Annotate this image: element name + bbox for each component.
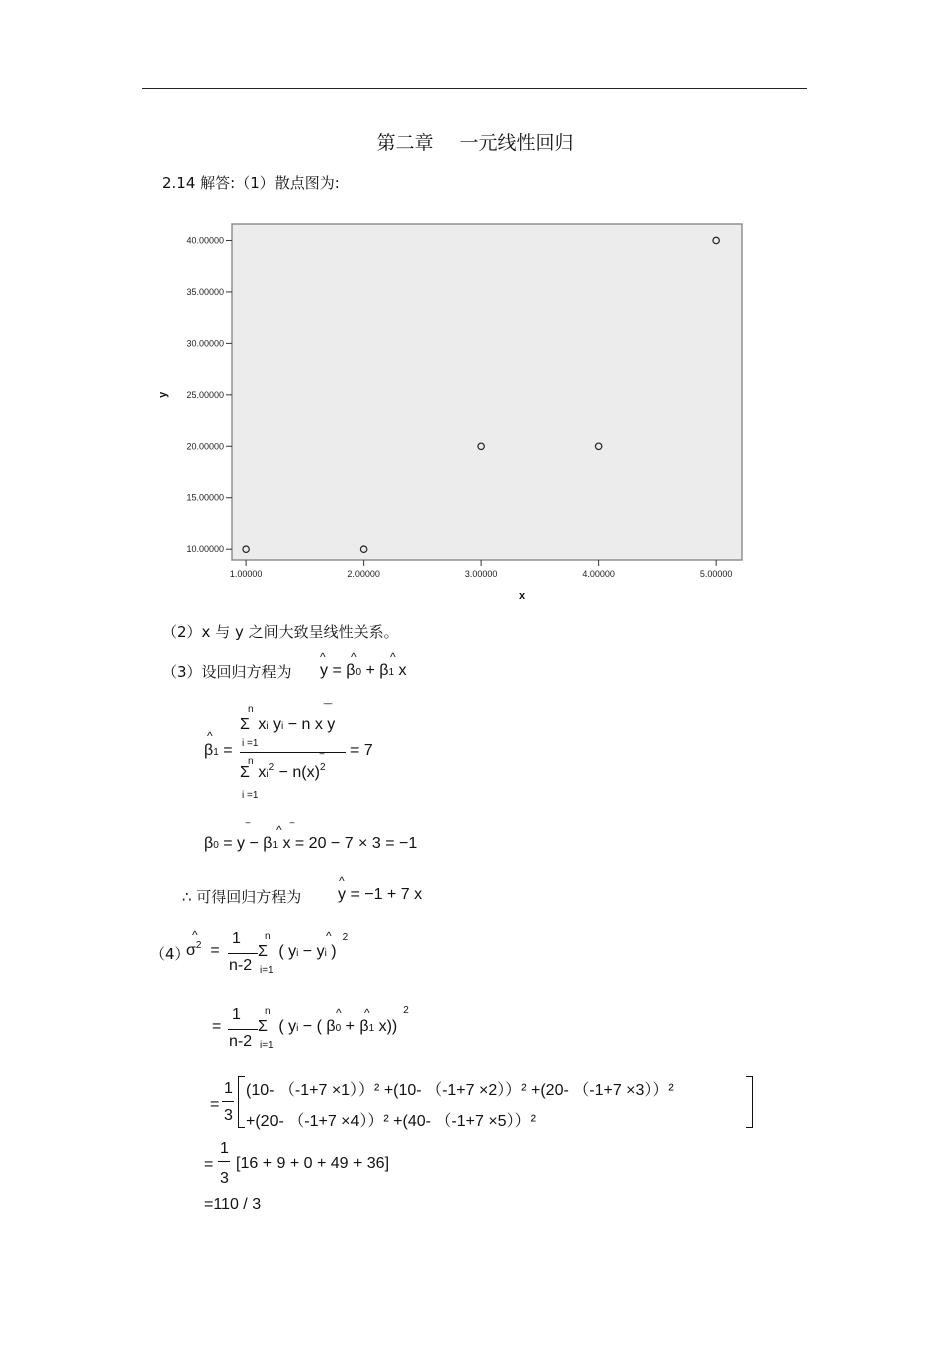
sigma-frac3-den: 3 [224,1107,233,1124]
beta1-numerator: n Σ xi yi − n x y ‾‾ i =1 [240,702,336,749]
plot-area [232,224,742,560]
y-tick-label: 25.00000 [186,389,224,400]
beta1-denominator: n Σ $xi^2 - n(x)^2$ ‾ i =1 [240,752,326,801]
sigma-frac2-bar [228,1029,258,1030]
chapter-name: 一元线性回归 [459,132,574,154]
sigma-line2: = [212,1018,222,1035]
sigma-sum2: n Σ i=1 ( yi − ( β0 + β1 x))$^2$ ^ ^ [258,1005,409,1051]
sigma-frac1: 1 [232,930,241,947]
sigma-frac2: 1 [232,1006,241,1023]
sigma-frac3: 1 [224,1080,233,1097]
x-tick-label: 4.00000 [582,569,615,579]
regression-model: ^ y = β0 + β1 x ^ ^ [320,650,407,679]
sigma-frac2-den: n-2 [229,1033,253,1050]
sigma-frac1-den: n-2 [229,957,253,974]
beta1-result: = 7 [350,742,373,759]
y-tick-label: 30.00000 [186,338,224,349]
beta1-fraction-bar [240,752,346,753]
sigma-sum1: n Σ i=1 ( yi − yi )$^2$ ^ [258,929,349,976]
right-bracket [746,1076,753,1128]
y-tick-label: 10.00000 [186,544,224,555]
y-tick-label: 35.00000 [186,286,224,297]
y-axis-label: y [157,391,169,398]
sigma-frac1-bar [228,953,258,954]
x-tick-label: 5.00000 [699,569,733,579]
sigma-final: =110 / 3 [204,1196,262,1213]
chapter-title [0,128,950,155]
sigma-squared: ^ $\sigma^2$ = [186,928,220,959]
left-bracket [238,1076,245,1128]
sigma-sum-values: [16 + 9 + 0 + 49 + 36] [236,1155,390,1172]
chapter-number: 第二章 [376,132,434,154]
conclusion-label: ∴ 可得回归方程为 [182,888,302,906]
conclusion-equation: ^ y = −1 + 7 x [338,874,423,903]
sigma-expand-row2: +(20- （-1+7 ×4））² +(40- （-1+7 ×5））² [246,1113,536,1130]
problem-intro: 2.14 解答:（1）散点图为: [162,174,340,192]
scatter-plot [142,215,754,607]
sigma-frac3-bar [222,1101,234,1102]
sigma-frac4: 1 [220,1140,229,1157]
x-tick-label: 3.00000 [464,569,498,579]
sigma-frac4-den: 3 [220,1170,229,1187]
part3-label: （3）设回归方程为 [162,663,292,681]
x-tick-label: 2.00000 [347,569,380,579]
sigma-line3-eq: = [210,1096,220,1113]
sigma-line4-eq: = [204,1156,214,1173]
beta0-equation: β0 = y − β1 x = 20 − 7 × 3 = −1 ‾ ^ ‾ [204,821,418,852]
x-tick-label: 1.00000 [229,569,263,579]
part2-text: （2）x 与 y 之间大致呈线性关系。 [162,623,399,641]
sigma-frac4-bar [218,1161,230,1162]
beta1-symbol: ^ β1 = [204,729,233,759]
part4-label: （4） [150,945,190,963]
header-rule [142,88,807,89]
y-tick-label: 15.00000 [186,492,224,503]
y-tick-label: 20.00000 [186,441,224,452]
y-tick-label: 40.00000 [186,235,224,246]
x-axis-label: x [518,590,526,602]
sigma-expand-row1: (10- （-1+7 ×1））² +(10- （-1+7 ×2））² +(20- （-1+7 ×3））² [246,1082,674,1099]
